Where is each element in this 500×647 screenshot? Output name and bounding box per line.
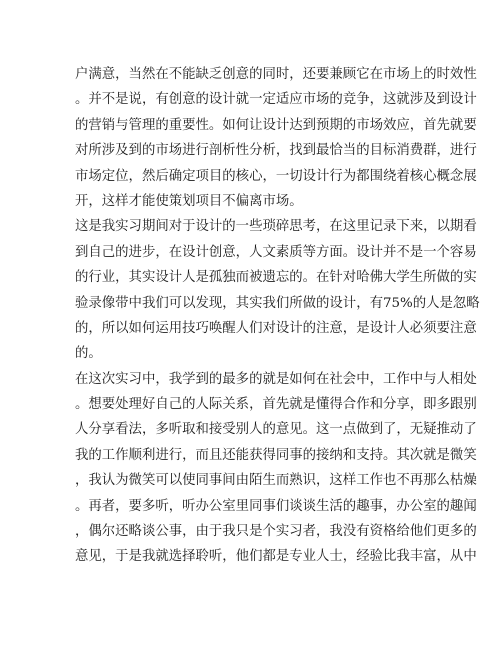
text-line: 意见，于是我就选择聆听，他们都是专业人士，经验比我丰富，从中	[75, 549, 477, 565]
text-line: 户满意，当然在不能缺乏创意的同时，还要兼顾它在市场上的时效性	[75, 67, 477, 82]
text-line: 对所涉及到的市场进行剖析性分析，找到最恰当的目标消费群，进行	[75, 143, 477, 159]
text-line: 的行业，其实设计人是孤独而被遗忘的。在针对哈佛大学生所做的实	[75, 270, 477, 286]
text-line: 在这次实习中，我学到的最多的就是如何在社会中，工作中与人相处	[75, 371, 477, 387]
text-line: 开，这样才能使策划项目不偏离市场。	[75, 193, 303, 209]
text-line: 这是我实习期间对于设计的一些琐碎思考，在这里记录下来，以期看	[75, 219, 477, 235]
text-line: 我的工作顺利进行，而且还能获得同事的接纳和支持。其次就是微笑	[75, 447, 477, 463]
text-line: 人分享看法，多听取和接受别人的意见。这一点做到了，无疑推动了	[75, 422, 477, 438]
text-line: 。并不是说，有创意的设计就一定适应市场的竞争，这就涉及到设计	[75, 92, 477, 108]
text-line: ，我认为微笑可以使同事间由陌生而熟识，这样工作也不再那么枯燥	[75, 473, 477, 489]
text-line: 的，所以如何运用技巧唤醒人们对设计的注意，是设计人必须要注意	[75, 320, 477, 336]
text-line: 。想要处理好自己的人际关系，首先就是懂得合作和分享，即多跟别	[75, 397, 477, 413]
text-line: 市场定位，然后确定项目的核心，一切设计行为都围绕着核心概念展	[75, 168, 477, 184]
body-text	[75, 62, 480, 570]
text-line: 验录像带中我们可以发现，其实我们所做的设计，有75%的人是忽略	[75, 295, 480, 311]
text-line: 的营销与管理的重要性。如何让设计达到预期的市场效应，首先就要	[75, 117, 477, 133]
text-line: ，偶尔还略谈公事，由于我只是个实习者，我没有资格给他们更多的	[75, 524, 477, 540]
text-line: 。再者，要多听，听办公室里同事们谈谈生活的趣事，办公室的趣闻	[75, 498, 477, 514]
text-line: 到自己的进步，在设计创意，人文素质等方面。设计并不是一个容易	[75, 244, 477, 260]
text-line: 的。	[75, 346, 102, 362]
